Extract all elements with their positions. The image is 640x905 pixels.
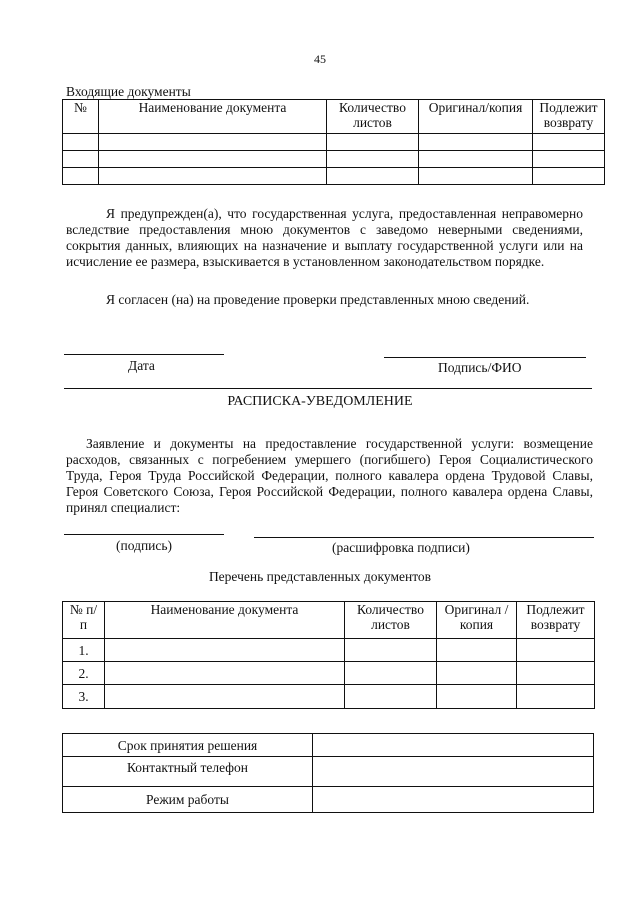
incoming-heading: Входящие документы [66, 84, 191, 99]
info-label: Контактный телефон [63, 757, 313, 787]
page-number: 45 [314, 52, 326, 66]
date-line[interactable] [64, 354, 224, 355]
row-number: 2. [63, 662, 105, 685]
header-cell: № п/п [63, 602, 105, 639]
date-label: Дата [128, 358, 155, 373]
header-cell: Количество листов [327, 100, 419, 134]
info-table [62, 733, 594, 813]
signature-line[interactable] [384, 357, 586, 358]
table-header-row [63, 602, 595, 639]
signature-label: Подпись/ФИО [438, 360, 522, 375]
submitted-table [62, 601, 595, 709]
specialist-decode-line[interactable] [254, 537, 594, 538]
header-cell: Оригинал/копия [419, 100, 533, 134]
table-row [63, 168, 605, 185]
table-header-row [63, 100, 605, 134]
header-cell: Количество листов [345, 602, 437, 639]
table-row [63, 662, 595, 685]
table-row [63, 134, 605, 151]
submitted-heading: Перечень представленных документов [208, 569, 432, 584]
sign-label: (подпись) [116, 538, 173, 553]
header-cell: Наименование документа [99, 100, 327, 134]
table-row [63, 151, 605, 168]
warning-paragraph: Я предупрежден(а), что государственная услуга, предоставленная неправомерно вследствие предоставления мною документов с заведомо неверными сведениями, сокрытия данных, влияющих на назначение и выплату государственной услуги или на исчисление ее размера, взыскивается в установленном законодательством порядке. [66, 206, 583, 269]
header-cell: № [63, 100, 99, 134]
decode-label: (расшифровка подписи) [332, 540, 470, 555]
receipt-text: Заявление и документы на предоставление государственной услуги: возмещение расходов, связанных с погребением умершего (погибшего) Героя Социалистического Труда, Героя Труда Российской Федерации, полного кавалера ордена Трудовой Славы, Героя Советского Союза, Героя Российской Федерации, полного кавалера ордена Славы, принял специалист: [66, 436, 593, 515]
info-label: Срок принятия решения [63, 734, 313, 757]
incoming-table [62, 99, 605, 185]
consent-paragraph: Я согласен (на) на проведение проверки представленных мною сведений. [106, 292, 530, 307]
header-cell: Оригинал /копия [437, 602, 517, 639]
header-cell: Подлежит возврату [533, 100, 605, 134]
info-row [63, 734, 594, 757]
table-row [63, 639, 595, 662]
receipt-title: РАСПИСКА-УВЕДОМЛЕНИЕ [227, 394, 413, 409]
info-label: Режим работы [63, 787, 313, 813]
table-row [63, 685, 595, 709]
header-cell: Подлежит возврату [517, 602, 595, 639]
section-divider [64, 388, 592, 389]
info-row [63, 787, 594, 813]
row-number: 1. [63, 639, 105, 662]
info-row [63, 757, 594, 787]
header-cell: Наименование документа [105, 602, 345, 639]
specialist-sign-line[interactable] [64, 534, 224, 535]
row-number: 3. [63, 685, 105, 709]
